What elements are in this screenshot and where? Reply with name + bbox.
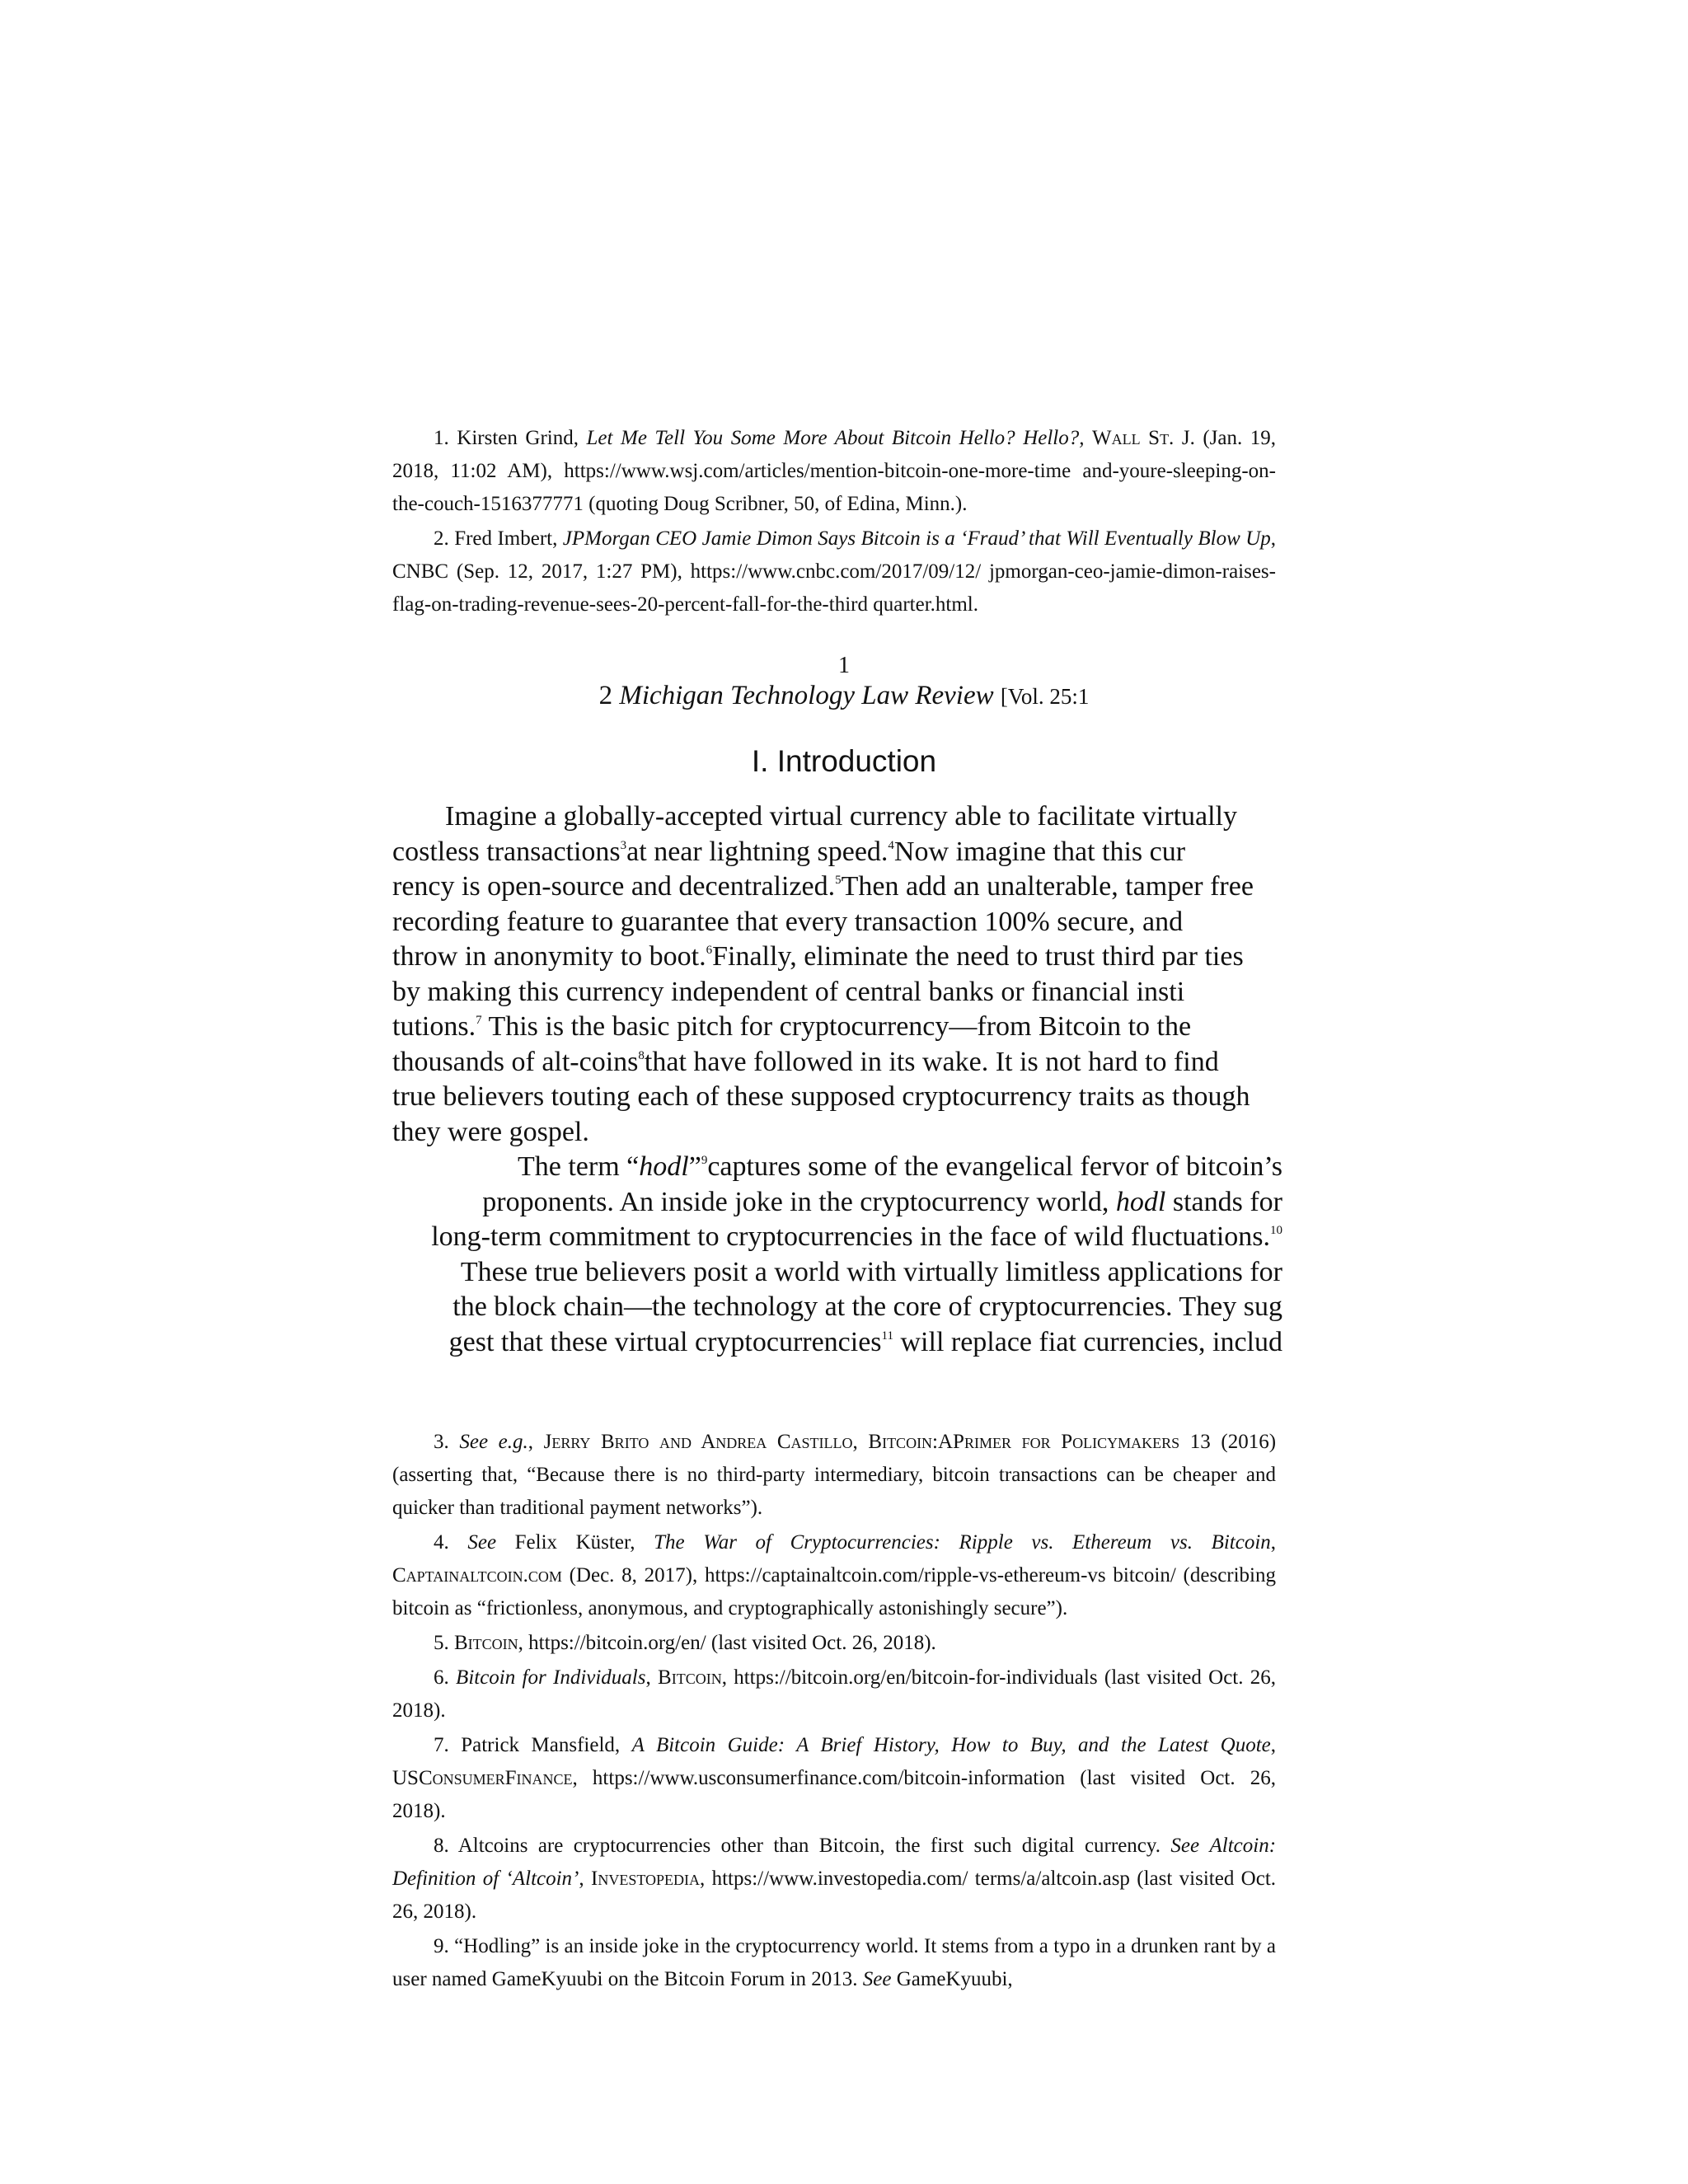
footnote-7: 7. Patrick Mansfield, A Bitcoin Guide: A Brief History, How to Buy, and the Latest Quote, USConsumerFinance, https://www.usconsumerfinance.com/bitcoin-information (last visited Oct. 26, 2018). [392,1734,1277,1822]
body-line: by making this currency independent of central banks or financial insti [392,976,1185,1007]
footnote-title: Let Me Tell You Some More About Bitcoin Hello? Hello?, [586,427,1085,449]
footnote-text: , CNBC (Sep. 12, 2017, 1:27 PM), https://www.cnbc.com/2017/09/12/ jpmorgan-ceo-jamie-dimon-raises-flag-on-trading-revenue-sees-20-percent-fall-for-the-third quarter.html. [392,527,1277,616]
footnote-ref[interactable]: 5 [835,874,842,887]
footnote-6: 6. Bitcoin for Individuals, Bitcoin, https://bitcoin.org/en/bitcoin-for-individuals (last visited Oct. 26, 2018). [392,1666,1277,1722]
body-line: These true believers posit a world with virtually limitless applications for [460,1256,1282,1287]
body-line: costless transactions$^3$at near lightning speed.$^4$Now imagine that this cur [392,836,1186,867]
footnote-ref[interactable]: 7 [476,1014,482,1027]
body-line: thousands of alt-coins$^8$that have followed in its wake. It is not hard to find [392,1046,1219,1077]
bottom-footnotes [392,1426,1276,1996]
footnote-9: 9. “Hodling” is an inside joke in the cryptocurrency world. It stems from a typo in a drunken rant by a user named GameKyuubi on the Bitcoin Forum in 2013. See GameKyuubi, [392,1935,1276,1990]
body-line: rency is open-source and decentralized.$^5$Then add an unalterable, tamper free [392,871,1254,902]
top-footnotes [392,422,1276,621]
body-line: tutions.$^7$ This is the basic pitch for cryptocurrency—from Bitcoin to the [392,1011,1192,1042]
running-head-page: 2 [598,681,613,710]
footnote-number: 2. [434,527,449,550]
body-line: proponents. An inside joke in the cryptocurrency world, hodl stands for [482,1186,1282,1217]
footnote-number: 1. [434,427,449,449]
body-line: The term “hodl”$^9$captures some of the evangelical fervor of bitcoin’s [518,1151,1282,1182]
body-line: the block chain—the technology at the core of cryptocurrencies. They sug [452,1291,1282,1322]
footnote-1 [392,422,1276,521]
body-text [392,799,1282,1360]
footnote-2 [392,523,1276,621]
footnote-ref[interactable]: 11 [881,1329,893,1343]
footnote-ref[interactable]: 4 [888,838,894,852]
footnote-ref[interactable]: 10 [1270,1224,1282,1237]
footnote-4: 4. See Felix Küster, The War of Cryptocurrencies: Ripple vs. Ethereum vs. Bitcoin, Captainaltcoin.com (Dec. 8, 2017), https://captainaltcoin.com/ripple-vs-ethereum-vs bitcoin/ (describing bitcoin as “frictionless, anonymous, and cryptographically astonishingly secure”). [392,1531,1277,1619]
footnote-author: Fred Imbert, [454,527,558,550]
journal-title: Michigan Technology Law Review [619,681,994,710]
footnote-8: 8. Altcoins are cryptocurrencies other than Bitcoin, the first such digital currency. See Altcoin: Definition of ‘Altcoin’, Investopedia, https://www.investopedia.com/ terms/a/altcoin.asp (last visited Oct. 26, 2018). [392,1835,1277,1923]
footnote-author: Kirsten Grind, [457,427,579,449]
footnote-5: 5. Bitcoin, https://bitcoin.org/en/ (last visited Oct. 26, 2018). [434,1632,936,1654]
body-line: they were gospel. [392,1116,589,1147]
body-line: long-term commitment to cryptocurrencies in the face of wild fluctuations.$^{10}$ [431,1221,1282,1252]
section-title: I. Introduction [751,744,937,778]
body-line: true believers touting each of these supposed cryptocurrency traits as though [392,1081,1250,1112]
volume-label: [Vol. 25:1 [1000,684,1090,709]
page-number: 1 [838,653,850,678]
footnote-ref[interactable]: 6 [706,944,713,957]
footnote-3: 3. See e.g., Jerry Brito and Andrea Castillo, Bitcoin:APrimer for Policymakers 13 (2016) (asserting that, “Because there is no third-party intermediary, bitcoin transactions can be cheaper and quicker than traditional payment networks”). [392,1431,1277,1519]
body-line: recording feature to guarantee that every transaction 100% secure, and [392,906,1184,937]
footnote-text: (Jan. 19, 2018, 11:02 AM), https://www.wsj.com/articles/mention-bitcoin-one-more-time and-youre-sleeping-on-the-couch-1516377771 (quoting Doug Scribner, 50, of Edina, Minn.). [392,427,1277,515]
body-line: throw in anonymity to boot.$^6$Finally, eliminate the need to trust third par ties [392,941,1244,972]
body-line: gest that these virtual cryptocurrencies$^{11}$ will replace fiat currencies, includ [448,1326,1282,1357]
footnote-source: Wall St. J. [1092,427,1195,449]
footnote-title: JPMorgan CEO Jamie Dimon Says Bitcoin is a ‘Fraud’ that Will Eventually Blow Up [562,527,1271,550]
footnote-ref[interactable]: 3 [620,838,627,852]
footnote-ref[interactable]: 8 [638,1048,645,1062]
body-line: Imagine a globally-accepted virtual currency able to facilitate virtually [445,801,1237,832]
running-head [0,681,1688,711]
footnote-ref[interactable]: 9 [701,1154,708,1167]
